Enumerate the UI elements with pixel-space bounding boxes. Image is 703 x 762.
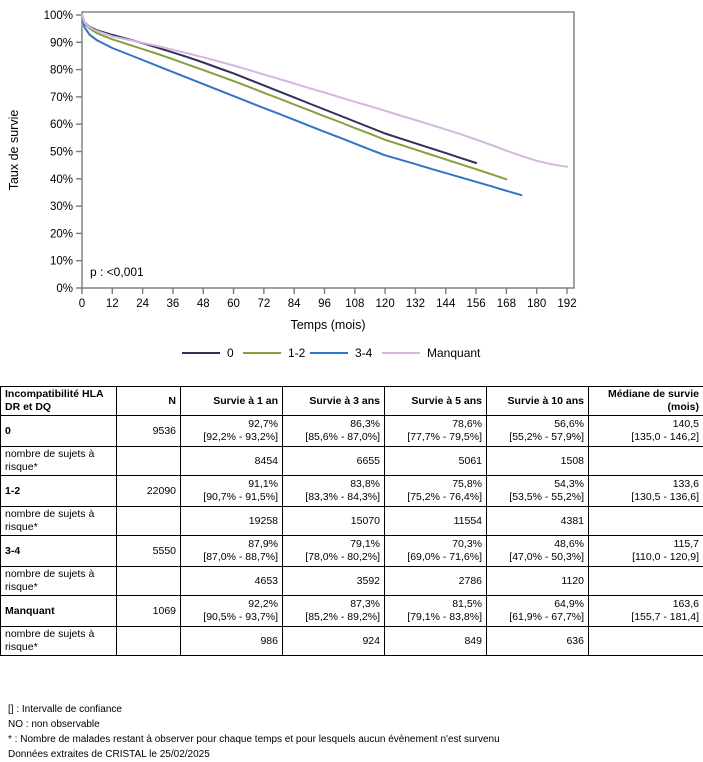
table-row-at-risk (1, 567, 703, 596)
col-header: Survie à 10 ans (487, 387, 589, 416)
survival-cell: 79,1% [78,0% - 80,2%] (283, 536, 385, 567)
col-header: N (117, 387, 181, 416)
legend-label-1-2: 1-2 (288, 346, 306, 360)
survival-cell: 54,3% [53,5% - 55,2%] (487, 476, 589, 507)
x-tick-label: 84 (288, 298, 301, 310)
median-cell: 163,6 [155,7 - 181,4] (589, 596, 703, 627)
group-label: 0 (1, 416, 117, 447)
legend-label-Manquant: Manquant (427, 346, 481, 360)
x-tick-label: 96 (318, 298, 331, 310)
survival-cell: 48,6% [47,0% - 50,3%] (487, 536, 589, 567)
y-tick-label: 10% (50, 256, 73, 268)
at-risk-cell: 2786 (385, 567, 487, 596)
at-risk-cell: 8454 (181, 447, 283, 476)
footnote-line-3: * : Nombre de malades restant à observer pour chaque temps et pour lesquels aucun évènement n'est survenu (8, 732, 703, 747)
group-label: 1-2 (1, 476, 117, 507)
table-row-group-1-2 (1, 476, 703, 507)
col-header: Survie à 3 ans (283, 387, 385, 416)
series-line-0 (82, 15, 476, 163)
y-tick-label: 60% (50, 119, 73, 131)
survival-chart (0, 0, 703, 372)
at-risk-empty (117, 567, 181, 596)
survival-cell: 70,3% [69,0% - 71,6%] (385, 536, 487, 567)
survival-cell: 91,1% [90,7% - 91,5%] (181, 476, 283, 507)
median-cell: 133,6 [130,5 - 136,6] (589, 476, 703, 507)
x-axis-label: Temps (mois) (290, 318, 365, 332)
at-risk-label: nombre de sujets à risque* (1, 507, 117, 536)
at-risk-label: nombre de sujets à risque* (1, 447, 117, 476)
series-line-3-4 (82, 15, 522, 195)
table-row-at-risk (1, 447, 703, 476)
at-risk-cell: 11554 (385, 507, 487, 536)
footnote-line-4: Données extraites de CRISTAL le 25/02/2025 (8, 747, 703, 762)
at-risk-cell: 1120 (487, 567, 589, 596)
table-row-group-Manquant (1, 596, 703, 627)
at-risk-empty (589, 507, 703, 536)
x-tick-label: 0 (79, 298, 85, 310)
group-n: 1069 (117, 596, 181, 627)
at-risk-label: nombre de sujets à risque* (1, 567, 117, 596)
median-cell: 115,7 [110,0 - 120,9] (589, 536, 703, 567)
at-risk-label: nombre de sujets à risque* (1, 627, 117, 656)
at-risk-cell: 636 (487, 627, 589, 656)
at-risk-cell: 1508 (487, 447, 589, 476)
table-row-group-3-4 (1, 536, 703, 567)
at-risk-cell: 3592 (283, 567, 385, 596)
survival-cell: 87,3% [85,2% - 89,2%] (283, 596, 385, 627)
at-risk-cell: 4381 (487, 507, 589, 536)
group-n: 5550 (117, 536, 181, 567)
at-risk-empty (589, 447, 703, 476)
at-risk-cell: 849 (385, 627, 487, 656)
at-risk-cell: 15070 (283, 507, 385, 536)
group-n: 22090 (117, 476, 181, 507)
median-cell: 140,5 [135,0 - 146,2] (589, 416, 703, 447)
table-header-row (1, 387, 703, 416)
y-tick-label: 30% (50, 201, 73, 213)
legend-label-0: 0 (227, 346, 234, 360)
y-tick-label: 0% (56, 283, 73, 295)
survival-cell: 56,6% [55,2% - 57,9%] (487, 416, 589, 447)
legend-label-3-4: 3-4 (355, 346, 373, 360)
footnote-line-1: [] : Intervalle de confiance (8, 702, 703, 717)
y-tick-label: 100% (44, 10, 73, 22)
survival-cell: 81,5% [79,1% - 83,8%] (385, 596, 487, 627)
at-risk-cell: 6655 (283, 447, 385, 476)
survival-chart-svg (0, 0, 703, 372)
x-tick-label: 144 (436, 298, 456, 310)
x-tick-label: 132 (406, 298, 425, 310)
survival-cell: 86,3% [85,6% - 87,0%] (283, 416, 385, 447)
survival-cell: 83,8% [83,3% - 84,3%] (283, 476, 385, 507)
at-risk-cell: 5061 (385, 447, 487, 476)
p-value-annotation: p : <0,001 (90, 265, 144, 279)
table-row-at-risk (1, 627, 703, 656)
group-label: 3-4 (1, 536, 117, 567)
y-axis-label: Taux de survie (7, 110, 21, 191)
x-tick-label: 108 (345, 298, 364, 310)
y-tick-label: 40% (50, 174, 73, 186)
group-label: Manquant (1, 596, 117, 627)
survival-table (0, 386, 703, 656)
at-risk-empty (117, 447, 181, 476)
x-tick-label: 60 (227, 298, 240, 310)
group-n: 9536 (117, 416, 181, 447)
x-tick-label: 168 (497, 298, 516, 310)
at-risk-cell: 924 (283, 627, 385, 656)
survival-cell: 75,8% [75,2% - 76,4%] (385, 476, 487, 507)
y-tick-label: 90% (50, 37, 73, 49)
series-line-Manquant (82, 15, 567, 167)
at-risk-cell: 19258 (181, 507, 283, 536)
x-tick-label: 36 (167, 298, 180, 310)
table-row-group-0 (1, 416, 703, 447)
x-tick-label: 156 (466, 298, 485, 310)
x-tick-label: 180 (527, 298, 546, 310)
survival-cell: 87,9% [87,0% - 88,7%] (181, 536, 283, 567)
survival-cell: 92,7% [92,2% - 93,2%] (181, 416, 283, 447)
x-tick-label: 72 (257, 298, 270, 310)
table-row-at-risk (1, 507, 703, 536)
at-risk-empty (117, 627, 181, 656)
x-tick-label: 12 (106, 298, 119, 310)
survival-cell: 64,9% [61,9% - 67,7%] (487, 596, 589, 627)
col-header: Survie à 5 ans (385, 387, 487, 416)
y-tick-label: 50% (50, 147, 73, 159)
y-tick-label: 70% (50, 92, 73, 104)
at-risk-cell: 4653 (181, 567, 283, 596)
col-header: Survie à 1 an (181, 387, 283, 416)
footnote-line-2: NO : non observable (8, 717, 703, 732)
at-risk-empty (589, 627, 703, 656)
survival-cell: 78,6% [77,7% - 79,5%] (385, 416, 487, 447)
x-tick-label: 192 (557, 298, 576, 310)
survival-cell: 92,2% [90,5% - 93,7%] (181, 596, 283, 627)
col-header: Médiane de survie (mois) (589, 387, 703, 416)
footnotes (8, 702, 703, 762)
y-tick-label: 80% (50, 65, 73, 77)
at-risk-empty (589, 567, 703, 596)
x-tick-label: 48 (197, 298, 210, 310)
col-header: Incompatibilité HLA DR et DQ (1, 387, 117, 416)
x-tick-label: 120 (376, 298, 395, 310)
y-tick-label: 20% (50, 228, 73, 240)
x-tick-label: 24 (136, 298, 149, 310)
at-risk-cell: 986 (181, 627, 283, 656)
at-risk-empty (117, 507, 181, 536)
